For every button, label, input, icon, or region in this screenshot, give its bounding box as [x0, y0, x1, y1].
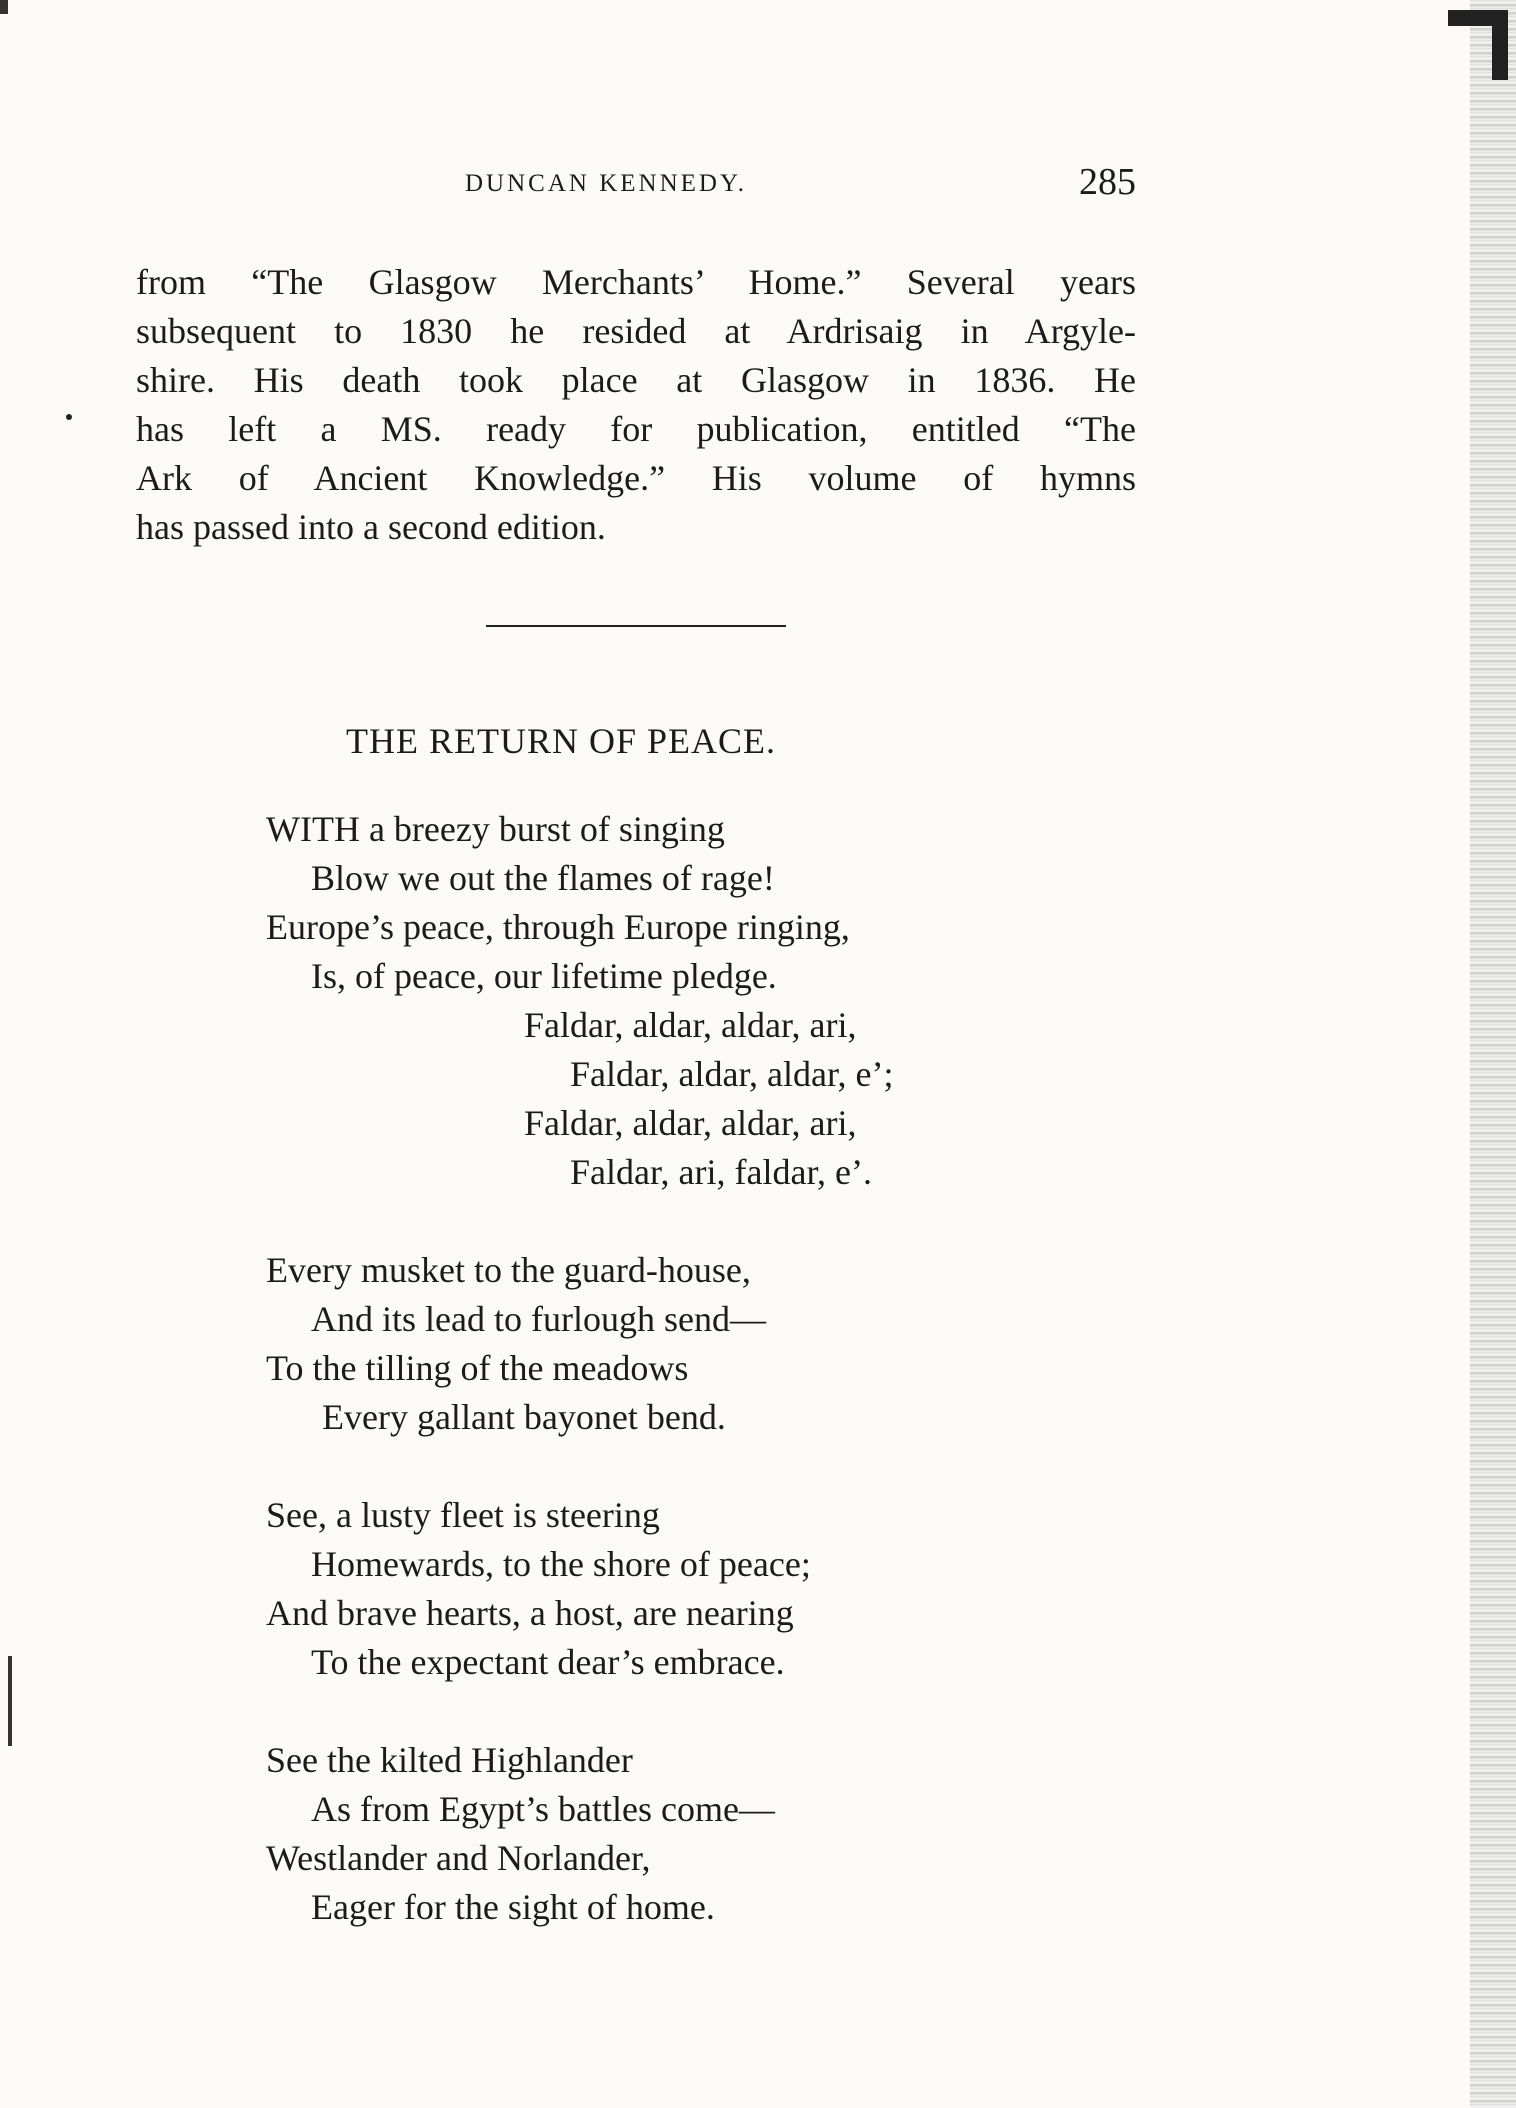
- scan-corner-mark-vertical: [1492, 10, 1508, 80]
- poem-line: To the expectant dear’s embrace.: [311, 1642, 785, 1682]
- stanza-1: [266, 805, 1086, 1197]
- margin-dot: [66, 414, 72, 420]
- paragraph-line: Ark of Ancient Knowledge.” His volume of hymns: [136, 458, 1136, 498]
- left-margin-scan-mark: [8, 1656, 12, 1746]
- poem-line: Blow we out the flames of rage!: [311, 858, 775, 898]
- poem-line: See, a lusty fleet is steering: [266, 1495, 660, 1535]
- paragraph-line: subsequent to 1830 he resided at Ardrisaig in Argyle-: [136, 311, 1136, 351]
- stanza-3: [266, 1491, 1086, 1687]
- refrain-line: Faldar, ari, faldar, e’.: [570, 1152, 872, 1192]
- refrain-line: Faldar, aldar, aldar, ari,: [524, 1103, 857, 1143]
- poem-line: Every musket to the guard-house,: [266, 1250, 751, 1290]
- poem-line: Westlander and Norlander,: [266, 1838, 651, 1878]
- paragraph-line: has left a MS. ready for publication, entitled “The: [136, 409, 1136, 449]
- running-title: DUNCAN KENNEDY.: [465, 170, 748, 197]
- poem-title: THE RETURN OF PEACE.: [346, 721, 777, 761]
- stanza-4: [266, 1736, 1086, 1932]
- top-left-scan-mark: [0, 0, 8, 14]
- page-number: 285: [1079, 161, 1136, 203]
- running-head: [136, 160, 1136, 210]
- poem-line: To the tilling of the meadows: [266, 1348, 689, 1388]
- scanned-page-edge: [1470, 0, 1516, 2108]
- stanza-2: [266, 1246, 1086, 1442]
- poem-line: Europe’s peace, through Europe ringing,: [266, 907, 850, 947]
- paragraph-line: from “The Glasgow Merchants’ Home.” Several years: [136, 262, 1136, 302]
- poem-line: WITH a breezy burst of singing: [266, 809, 725, 849]
- poem-body: [266, 805, 1086, 1981]
- paragraph-line: shire. His death took place at Glasgow in 1836. He: [136, 360, 1136, 400]
- poem-line: And its lead to furlough send—: [311, 1299, 766, 1339]
- paragraph-line: has passed into a second edition.: [136, 507, 606, 547]
- section-divider: [486, 625, 786, 627]
- poem-line: Every gallant bayonet bend.: [322, 1397, 726, 1437]
- poem-line: And brave hearts, a host, are nearing: [266, 1593, 794, 1633]
- poem-line: See the kilted Highlander: [266, 1740, 633, 1780]
- refrain-line: Faldar, aldar, aldar, ari,: [524, 1005, 857, 1045]
- poem-line: Homewards, to the shore of peace;: [311, 1544, 811, 1584]
- refrain-line: Faldar, aldar, aldar, e’;: [570, 1054, 894, 1094]
- poem-line: As from Egypt’s battles come—: [311, 1789, 775, 1829]
- poem-line: Is, of peace, our lifetime pledge.: [311, 956, 777, 996]
- poem-line: Eager for the sight of home.: [311, 1887, 715, 1927]
- intro-paragraph: [136, 258, 1136, 552]
